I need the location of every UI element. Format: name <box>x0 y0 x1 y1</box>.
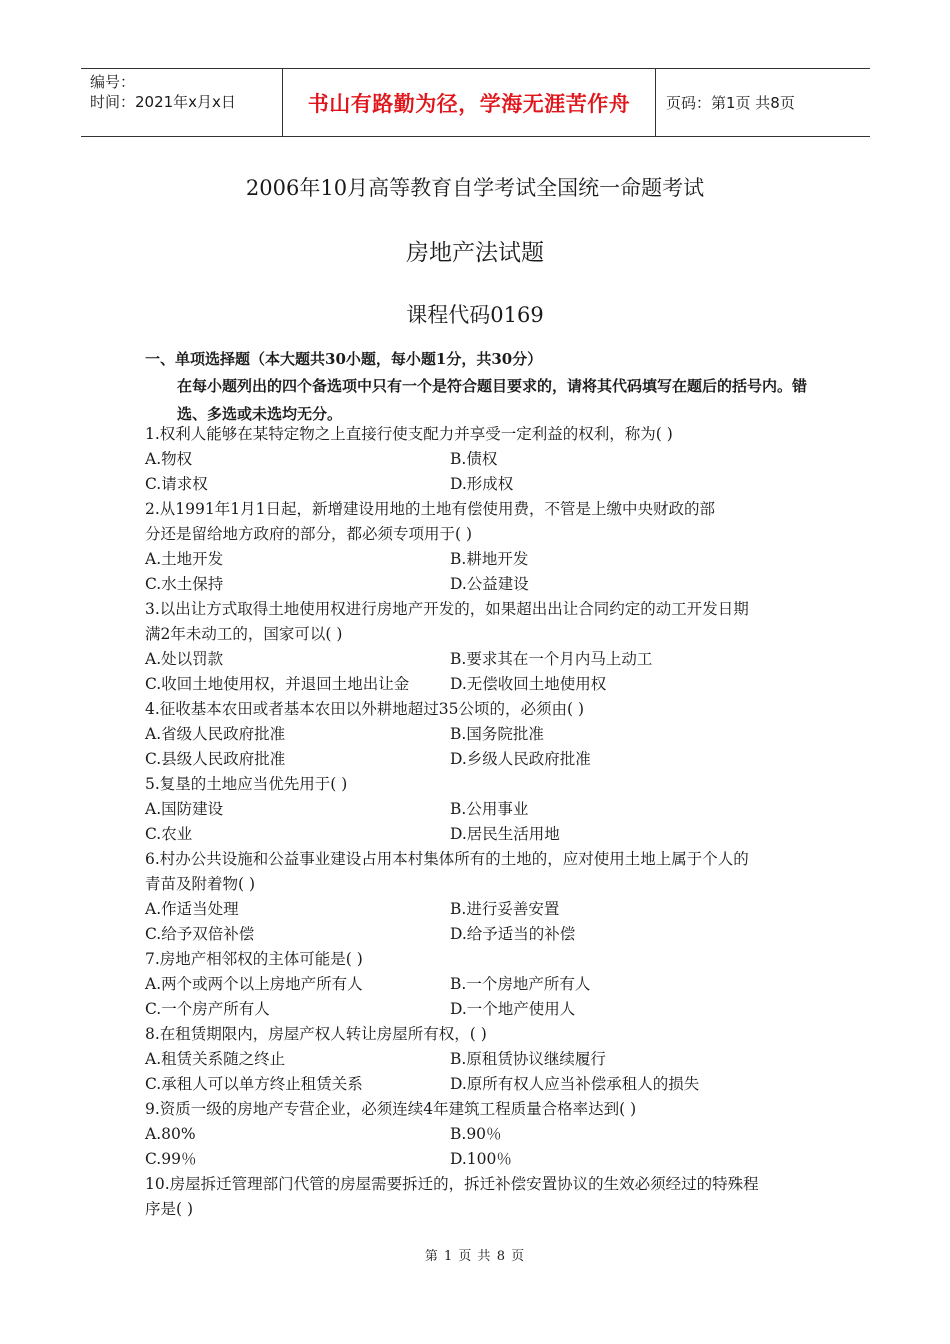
paper-title: 房地产法试题 <box>406 240 544 266</box>
answer-option: D.无偿收回土地使用权 <box>450 675 607 693</box>
answer-option: D.乡级人民政府批准 <box>450 750 591 768</box>
answer-option: A.省级人民政府批准 <box>145 725 286 743</box>
page-footer: 第 1 页 共 8 页 <box>424 1249 526 1264</box>
answer-option: B.90％ <box>450 1125 502 1143</box>
answer-option: B.耕地开发 <box>450 550 529 568</box>
answer-option: A.物权 <box>145 450 193 468</box>
option-row <box>145 897 815 922</box>
option-row <box>145 972 815 997</box>
option-row <box>145 572 815 597</box>
option-row <box>145 1047 815 1072</box>
question-stem: 分还是留给地方政府的部分，都必须专项用于( ) <box>145 525 473 543</box>
answer-option: D.公益建设 <box>450 575 529 593</box>
answer-option: B.公用事业 <box>450 800 529 818</box>
question-stem: 4.征收基本农田或者基本农田以外耕地超过35公顷的，必须由( ) <box>145 700 585 718</box>
option-row <box>145 997 815 1022</box>
question-stem: 5.复垦的土地应当优先用于( ) <box>145 775 348 793</box>
question-stem: 1.权利人能够在某特定物之上直接行使支配力并享受一定利益的权利，称为( ) <box>145 425 673 443</box>
course-code: 课程代码0169 <box>406 303 544 327</box>
question-stem: 7.房地产相邻权的主体可能是( ) <box>145 950 363 968</box>
answer-option: D.居民生活用地 <box>450 825 560 843</box>
answer-option: D.原所有权人应当补偿承租人的损失 <box>450 1075 700 1093</box>
answer-option: B.要求其在一个月内马上动工 <box>450 650 653 668</box>
header-meta-cell <box>81 69 283 136</box>
question-stem: 10.房屋拆迁管理部门代管的房屋需要拆迁的，拆迁补偿安置协议的生效必须经过的特殊程 <box>145 1175 759 1193</box>
answer-option: C.请求权 <box>145 475 208 493</box>
answer-option: C.收回土地使用权，并退回土地出让金 <box>145 675 410 693</box>
answer-option: C.一个房产所有人 <box>145 1000 270 1018</box>
answer-option: D.形成权 <box>450 475 514 493</box>
question-stem: 6.村办公共设施和公益事业建设占用本村集体所有的土地的，应对使用土地上属于个人的 <box>145 850 749 868</box>
answer-option: D.一个地产使用人 <box>450 1000 576 1018</box>
answer-option: D.100％ <box>450 1150 512 1168</box>
header-table <box>81 68 870 137</box>
answer-option: A.作适当处理 <box>145 900 239 918</box>
option-row <box>145 547 815 572</box>
motto: 书山有路勤为径，学海无涯苦作舟 <box>307 91 631 116</box>
option-row <box>145 747 815 772</box>
option-row <box>145 822 815 847</box>
question-list <box>145 422 815 1222</box>
answer-option: C.99％ <box>145 1150 197 1168</box>
answer-option: D.给予适当的补偿 <box>450 925 576 943</box>
question-stem: 2.从1991年1月1日起，新增建设用地的土地有偿使用费，不管是上缴中央财政的部 <box>145 500 715 518</box>
answer-option: A.国防建设 <box>145 800 224 818</box>
answer-option: C.水土保持 <box>145 575 224 593</box>
section-instructions: 在每小题列出的四个备选项中只有一个是符合题目要求的，请将其代码填写在题后的括号内。错选、多选或未选均无分。 <box>177 377 808 423</box>
answer-option: A.土地开发 <box>145 550 224 568</box>
question-stem: 3.以出让方式取得土地使用权进行房地产开发的，如果超出出让合同约定的动工开发日期 <box>145 600 749 618</box>
answer-option: A.处以罚款 <box>145 650 224 668</box>
option-row <box>145 1072 815 1097</box>
section-heading: 一、单项选择题（本大题共30小题，每小题1分，共30分） <box>145 350 543 368</box>
exam-title: 2006年10月高等教育自学考试全国统一命题考试 <box>245 176 705 200</box>
answer-option: C.给予双倍补偿 <box>145 925 255 943</box>
date-label: 时间：2021年x月x日 <box>90 93 236 111</box>
option-row <box>145 447 815 472</box>
answer-option: A.租赁关系随之终止 <box>145 1050 286 1068</box>
answer-option: C.县级人民政府批准 <box>145 750 286 768</box>
number-label: 编号： <box>90 73 136 91</box>
question-stem: 序是( ) <box>145 1200 194 1218</box>
header-page-cell <box>656 69 870 136</box>
question-stem: 满2年未动工的，国家可以( ) <box>145 625 343 643</box>
answer-option: B.进行妥善安置 <box>450 900 560 918</box>
option-row <box>145 922 815 947</box>
option-row <box>145 722 815 747</box>
option-row <box>145 472 815 497</box>
option-row <box>145 1147 815 1172</box>
question-stem: 8.在租赁期限内，房屋产权人转让房屋所有权，( ) <box>145 1025 487 1043</box>
answer-option: C.农业 <box>145 825 193 843</box>
answer-option: C.承租人可以单方终止租赁关系 <box>145 1075 363 1093</box>
option-row <box>145 672 815 697</box>
answer-option: B.债权 <box>450 450 498 468</box>
page-info: 页码：第1页 共8页 <box>666 94 795 112</box>
answer-option: B.一个房地产所有人 <box>450 975 591 993</box>
answer-option: B.原租赁协议继续履行 <box>450 1050 606 1068</box>
question-stem: 9.资质一级的房地产专营企业，必须连续4年建筑工程质量合格率达到( ) <box>145 1100 637 1118</box>
option-row <box>145 1122 815 1147</box>
option-row <box>145 647 815 672</box>
question-stem: 青苗及附着物( ) <box>145 875 256 893</box>
header-motto-cell <box>283 69 656 136</box>
option-row <box>145 797 815 822</box>
answer-option: A.两个或两个以上房地产所有人 <box>145 975 363 993</box>
answer-option: B.国务院批准 <box>450 725 544 743</box>
answer-option: A.80% <box>145 1125 196 1143</box>
